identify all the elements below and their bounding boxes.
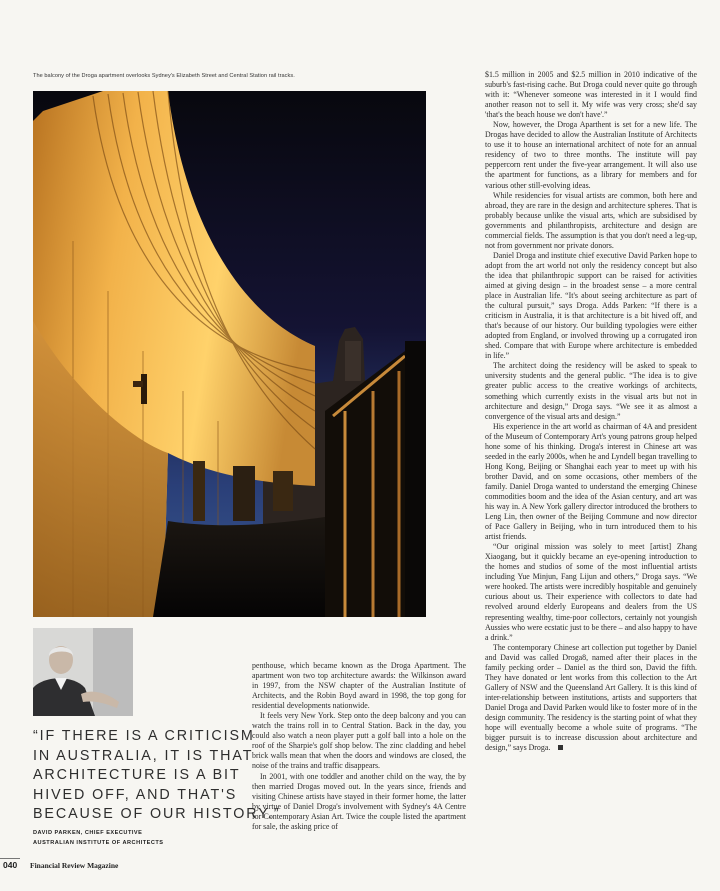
david-parken-portrait <box>33 628 133 716</box>
balcony-photo <box>33 91 426 617</box>
article-paragraph: Now, however, the Droga Aparthent is set for a new life. The Drogas have decided to allow the Australian Institute of Architects to use it to house an international architect of note for an annual residency of two to three months. The institute will pay peppercorn rent under the five-year arrangement. It will also use the apartment for functions, as a library for members and for various other still-evolving ideas. <box>485 120 697 190</box>
page-number: 040 <box>3 860 18 870</box>
article-paragraph <box>485 643 697 754</box>
article-column-middle <box>252 661 466 832</box>
article-paragraph: The architect doing the residency will be asked to speak to university students and the general public. “The idea is to give greater public access to the creative workings of architects, something which currently exists in the visual arts but not in architecture and design,” Droga says. “We see it as almost a convergence of the visual arts and design.” <box>485 361 697 421</box>
portrait-illustration <box>33 628 133 716</box>
end-mark-icon <box>558 745 563 750</box>
article-paragraph: His experience in the art world as chairman of 4A and president of the Museum of Contemporary Art's young patrons group helped hone some of his thinking. Droga's interest in Chinese art was seeded in the early 2000s, when he and Lyndell began travelling to Hong Kong, Beijing or Shanghai each year to meet up with his brother David, and on some occasions, other members of the family. Daniel Droga wanted to understand the emerging Chinese commodities boom and the idea of the Asian century, and art was his way in. A New York gallery director introduced the brothers to Leng Lin, then owner of the Beijing Commune and now director of Pace Gallery in Beijing, who in turn introduced them to his artist friends. <box>485 421 697 542</box>
article-paragraph: While residencies for visual artists are common, both here and abroad, they are rare in the design and architecture spheres. That is probably because unlike the visual arts, which are subsidised by governments and philanthropists, architecture and design are commercial fields. The assumption is that you don't need a leg-up, not from government nor private donors. <box>485 190 697 250</box>
pull-quote-line: HIVED OFF, AND THAT'S <box>33 786 238 803</box>
balcony-photo-illustration <box>33 91 426 617</box>
footer-rule <box>0 858 20 859</box>
attribution-line: DAVID PARKEN, CHIEF EXECUTIVE <box>33 830 143 836</box>
article-paragraph: penthouse, which became known as the Droga Apartment. The apartment won two top architecture awards: the Wilkinson award in 1997, from the NSW chapter of the Australian Institute of Architects, and the Robin Boyd award in 1998, the top gong for residential developments nationwide. <box>252 661 466 711</box>
article-paragraph: Daniel Droga and institute chief executive David Parken hope to adopt from the art world not only the residency concept but also the idea that philanthropic support can be raised for activities aimed at giving design – in the broadest sense – a more central place in Australian life. “It's about seeing architecture as part of the cultural pursuit,” says Droga. Adds Parken: “If there is a criticism in Australia, it is that architecture is a bit hived off, and that's because of our history. Our building typologies were either adopted from England, or involved throwing up a corrugated iron shed. Compare that with Europe where architecture is embedded in life.” <box>485 250 697 361</box>
pull-quote <box>33 727 281 825</box>
pull-quote-line: IN AUSTRALIA, IT IS THAT <box>33 747 254 764</box>
pull-quote-line: “IF THERE IS A CRITICISM <box>33 728 255 744</box>
photo-caption: The balcony of the Droga apartment overlooks Sydney's Elizabeth Street and Central Station rail tracks. <box>33 73 295 79</box>
article-column-right <box>485 70 697 753</box>
pull-quote-line: BECAUSE OF OUR HISTORY.” <box>33 806 281 823</box>
magazine-name: Financial Review Magazine <box>30 861 119 870</box>
page-footer <box>0 858 720 878</box>
article-paragraph: $1.5 million in 2005 and $2.5 million in 2010 indicative of the suburb's fast-rising cache. But Droga could never quite go through with it: “Whenever someone was interested in it I would find another reason not to sell it. My wife was very cross; she'd say 'that's the beach house we don't have'.” <box>485 70 697 120</box>
attribution-line: AUSTRALIAN INSTITUTE OF ARCHITECTS <box>33 839 164 846</box>
pull-quote-line: ARCHITECTURE IS A BIT <box>33 767 241 784</box>
pull-quote-attribution <box>33 829 233 848</box>
article-paragraph: “Our original mission was solely to meet [artist] Zhang Xiaogang, but it quickly became an eye-opening introduction to the homes and studios of some of the most influential artists including Yue Minjun, Fang Lijun and others,” Droga says. “We were hooked. The artists were incredibly hospitable and genuinely curious about us. Their experience with collectors to date had revolved around elderly Europeans and dealers from the US representing wealthy, time-poor collectors, certainly not youngish Aussies who were ecstatic just to be there – and also happy to have a drink.” <box>485 542 697 642</box>
article-paragraph-text: The contemporary Chinese art collection put together by Daniel and David was called Droga8, named after their places in the family pecking order – Daniel as the third son, David the fifth. They have donated or lent works from this collection to the Art Gallery of NSW and the Queensland Art Gallery. It is this kind of inter-relationship between institutions, artists and supporters that Daniel Droga and David Parken would like to foster more of in the design community. The residency is the starting point of what they hope will eventually become a whole suite of programs. “The bigger pursuit is to increase discussion about architecture and design,” says Droga. <box>485 642 697 753</box>
article-paragraph: It feels very New York. Step onto the deep balcony and you can watch the trains roll in to Central Station. Back in the day, you could also watch a neon player putt a golf ball into a hole on the roof of the Sharpie's golf shop below. The zinc cladding and hebel brick walls mean that when the doors and windows are closed, the noise of the trains and traffic disappears. <box>252 711 466 771</box>
article-paragraph: In 2001, with one toddler and another child on the way, the by then married Drogas moved out. In the years since, friends and visiting Chinese artists have stayed in their former home, the latter by virtue of Daniel Droga's involvement with Sydney's 4A Centre for Contemporary Asian Art. Twice the couple listed the apartment for sale, the asking price of <box>252 771 466 831</box>
